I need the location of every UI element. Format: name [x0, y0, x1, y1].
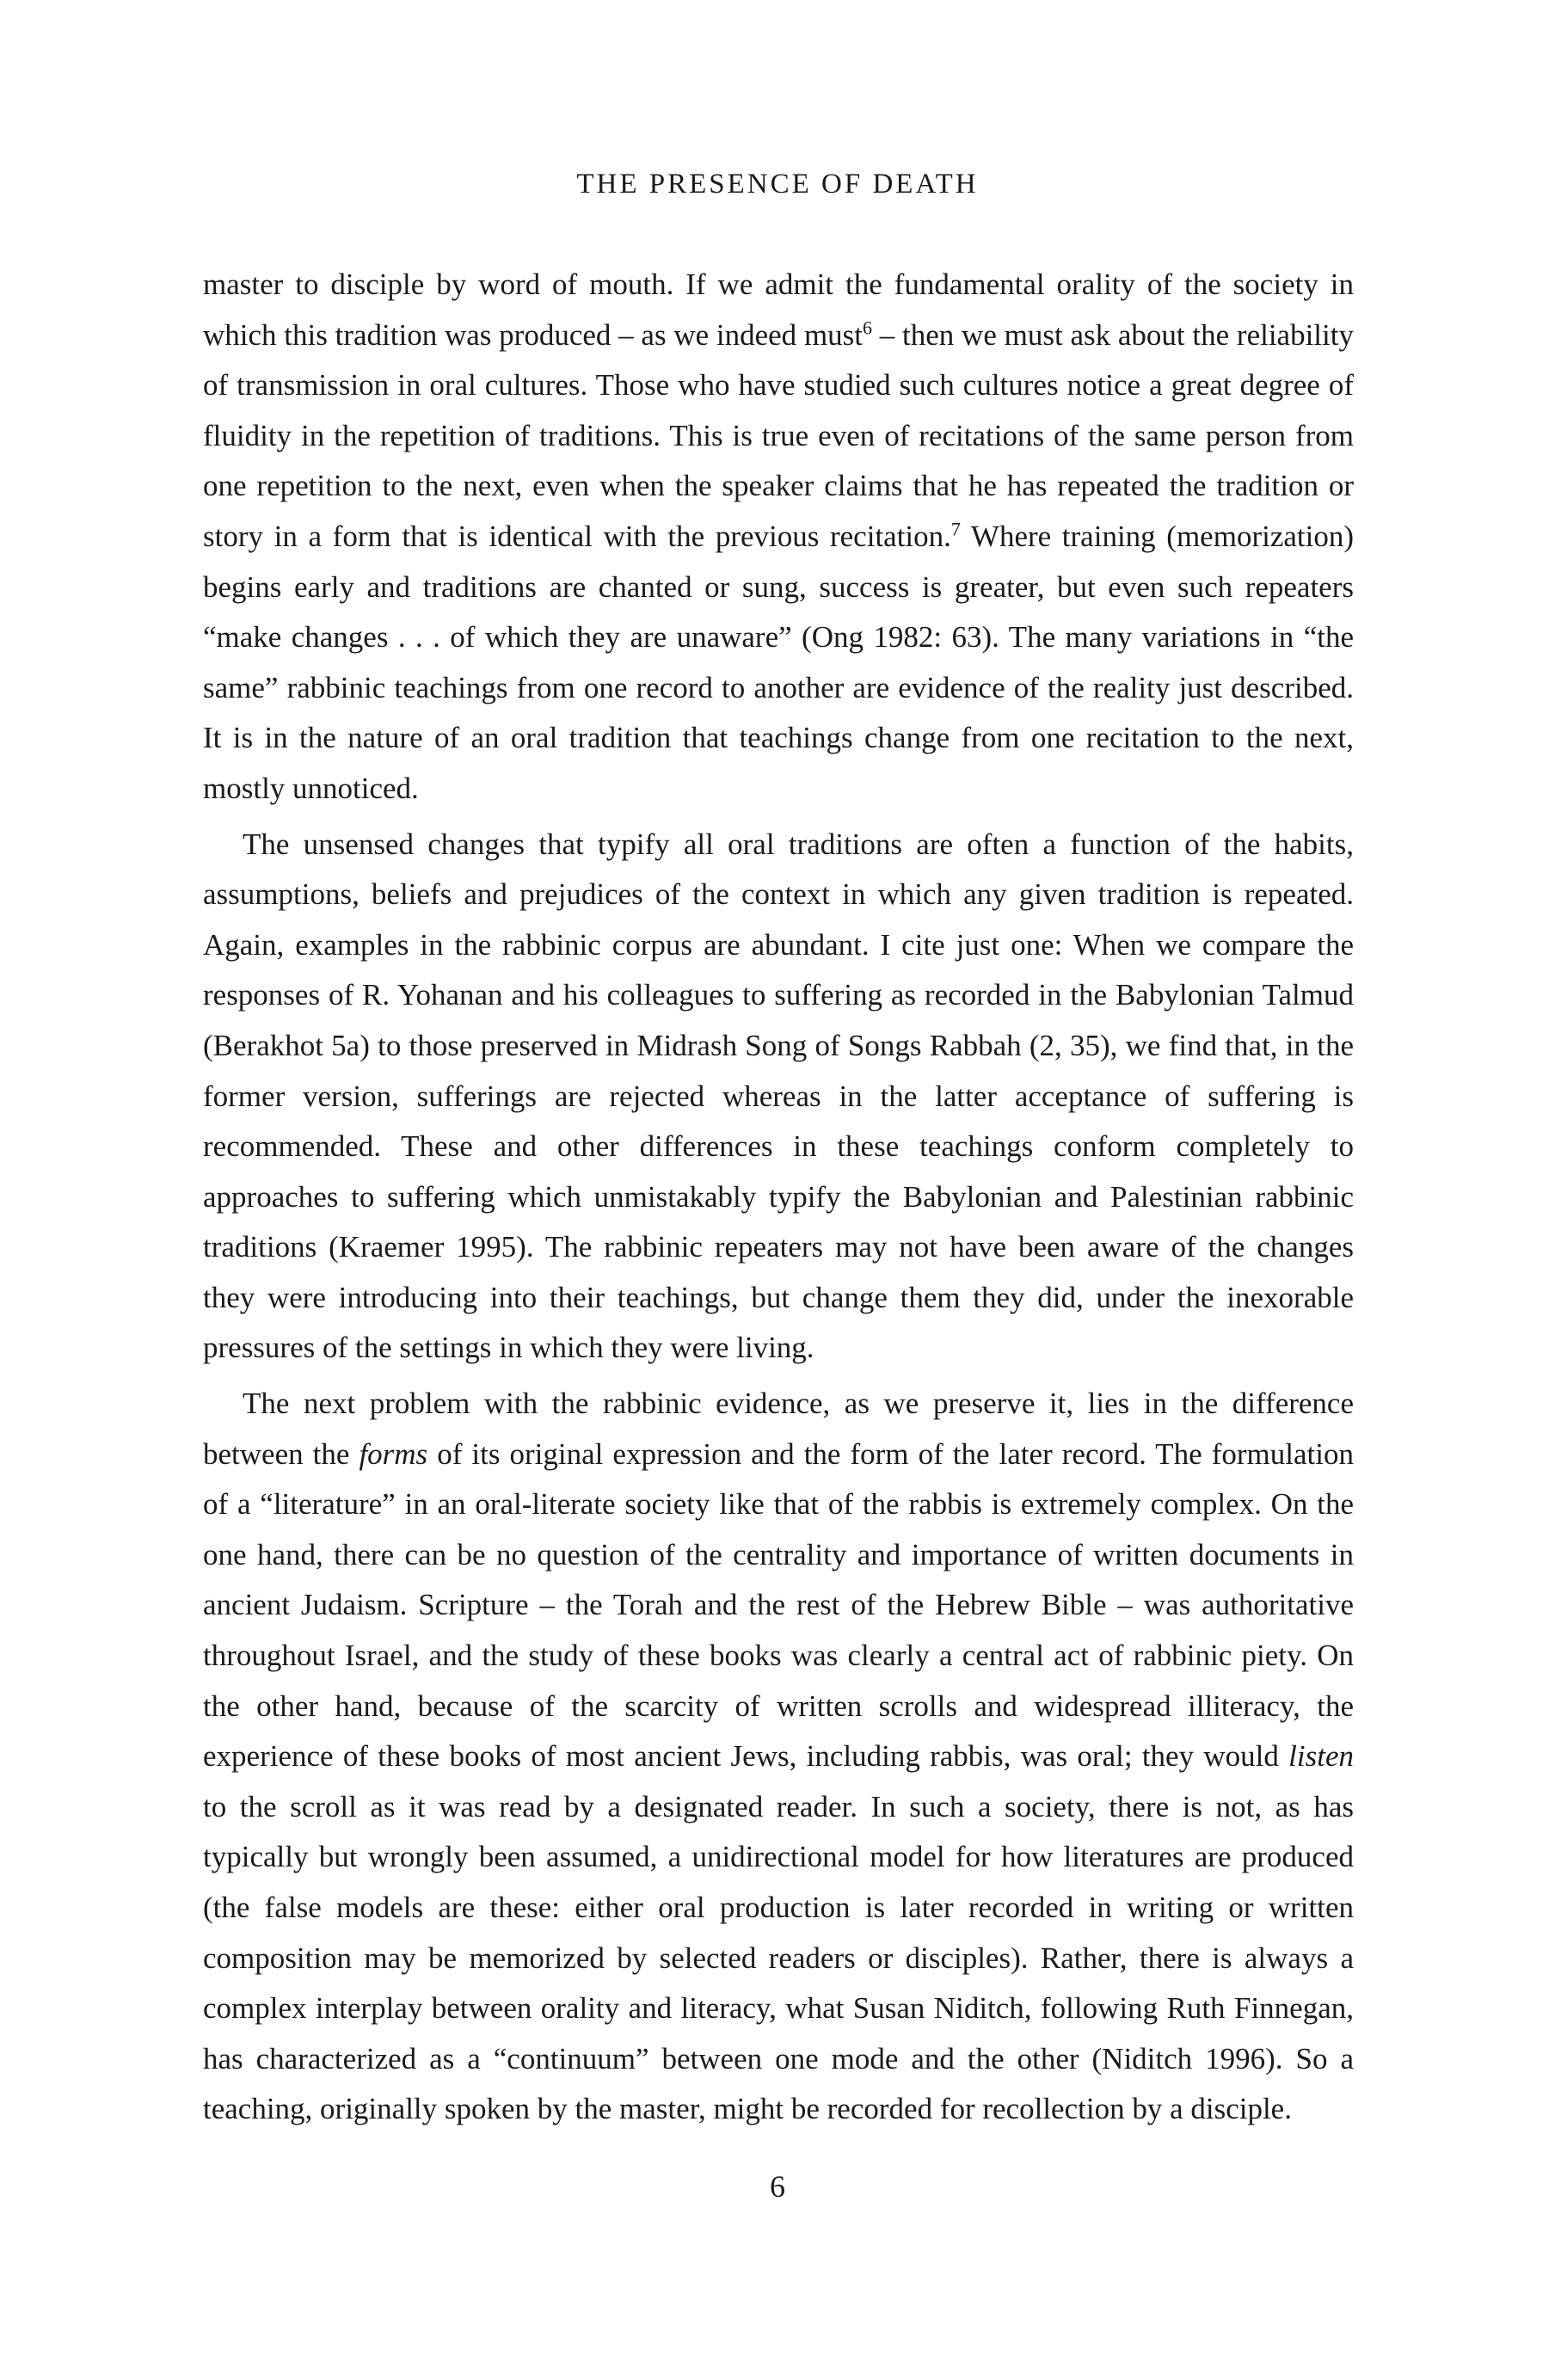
footnote-marker-7: 7 [950, 518, 961, 540]
paragraph-text: – then we must ask about the reliability of transmission in oral cultures. Those who have studied such cultures notice a great degree of fluidity in the repetition of traditions. This is true even of recitations of the same person from one repetition to the next, even when the speaker claims that he has repeated the tradition or story in a form that is identical with the previous recitation. [203, 317, 1354, 553]
body-text [203, 260, 1354, 2140]
running-head: THE PRESENCE OF DEATH [576, 169, 979, 200]
page-number: 6 [770, 2169, 785, 2204]
paragraph-2: The unsensed changes that typify all oral traditions are often a function of the habits, assumptions, beliefs and prejudices of the context in which any given tradition is repeated. Again, examples in the rabbinic corpus are abundant. I cite just one: When we compare the responses of R. Yohanan and his colleagues to suffering as recorded in the Babylonian Talmud (Berakhot 5a) to those preserved in Midrash Song of Songs Rabbah (2, 35), we find that, in the former version, sufferings are rejected whereas in the latter acceptance of suffering is recommended. These and other differences in these teachings conform completely to approaches to suffering which unmistakably typify the Babylonian and Palestinian rabbinic traditions (Kraemer 1995). The rabbinic repeaters may not have been aware of the changes they were introducing into their teachings, but change them they did, under the inexorable pressures of the settings in which they were living. [203, 827, 1354, 1365]
paragraph-text: of its original expression and the form of the later record. The formulation of a “literature” in an oral-literate society like that of the rabbis is extremely complex. On the one hand, there can be no question of the centrality and importance of written documents in ancient Judaism. Scripture – the Torah and the rest of the Hebrew Bible – was authoritative throughout Israel, and the study of these books was clearly a central act of rabbinic piety. On the other hand, because of the scarcity of written scrolls and widespread illiteracy, the experience of these books of most ancient Jews, including rabbis, was oral; they would [203, 1436, 1354, 1774]
paragraph-1 [203, 260, 1354, 815]
paragraph-text: The next problem with the rabbinic evidence, as we preserve it, lies in the difference between the [203, 1387, 1354, 1471]
paragraph-3 [203, 1379, 1354, 2135]
footnote-marker-6: 6 [863, 316, 873, 338]
paragraph-text: to the scroll as it was read by a designated reader. In such a society, there is not, as has typically but wrongly been assumed, a unidirectional model for how literatures are produced (the false models are these: either oral production is later recorded in writing or written composition may be memorized by selected readers or disciples). Rather, there is always a complex interplay between orality and literacy, what Susan Niditch, following Ruth Finnegan, has characterized as a “continuum” between one mode and the other (Niditch 1996). So a teaching, originally spoken by the master, might be recorded for recollection by a disciple. [203, 1789, 1354, 2126]
paragraph-text: master to disciple by word of mouth. If we admit the fundamental orality of the society in which this tradition was produced – as we indeed must [203, 268, 1354, 352]
emphasis-listen: listen [1288, 1739, 1354, 1774]
paragraph-text: Where training (memorization) begins early and traditions are chanted or sung, success is greater, but even such repeaters “make changes . . . of which they are unaware” (Ong 1982: 63). The many variations in “the same” rabbinic teachings from one record to another are evidence of the reality just described. It is in the nature of an oral tradition that teachings change from one recitation to the next, mostly unnoticed. [203, 519, 1354, 805]
emphasis-forms: forms [359, 1436, 428, 1471]
